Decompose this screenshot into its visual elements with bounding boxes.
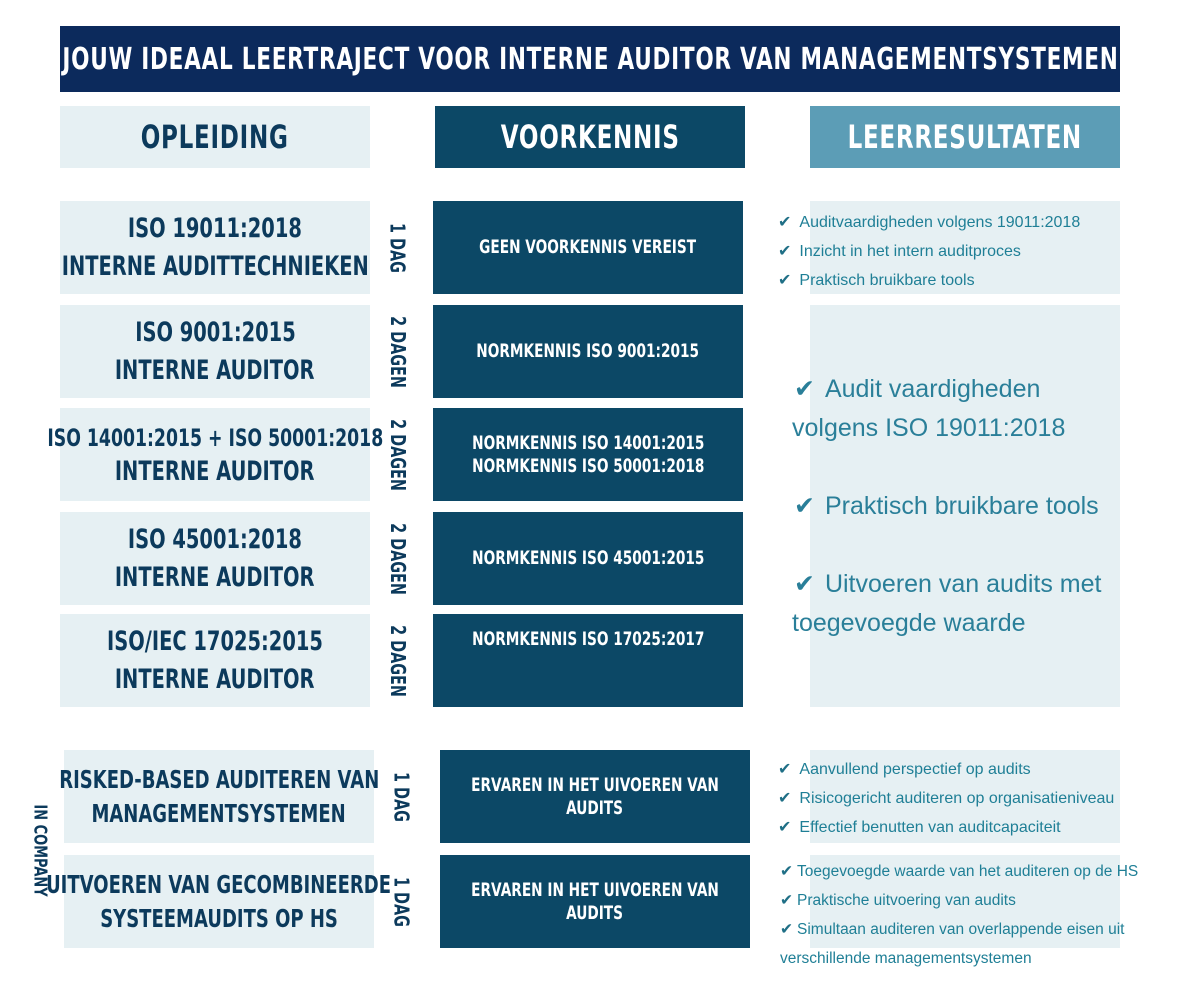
in-company-2-subtitle: SYSTEEMAUDITS OP HS <box>100 903 338 933</box>
course-1-title: ISO 19011:2018 <box>127 212 303 244</box>
header-opleiding-label: OPLEIDING <box>141 118 289 156</box>
course-4-prior-text: NORMKENNIS ISO 45001:2015 <box>471 547 705 569</box>
result-item-continuation: verschillende managementsystemen <box>780 950 1032 967</box>
course-row-2 <box>60 305 370 398</box>
course-2-subtitle: INTERNE AUDITOR <box>115 354 315 386</box>
result-group-item-1: ✔ Audit vaardigheden volgens ISO 19011:2018 <box>792 375 1066 442</box>
in-company-2-duration: 1 DAG <box>390 876 414 927</box>
in-company-1-results <box>778 755 1158 842</box>
in-company-1-prior <box>440 750 750 843</box>
check-icon: ✔ <box>778 790 792 807</box>
in-company-1-prior-text-1: ERVAREN IN HET UIVOEREN VAN <box>471 773 719 796</box>
in-company-row-1 <box>58 750 380 843</box>
result-item: ✔ Simultaan auditeren van overlappende eisen uit <box>780 921 1125 938</box>
result-group-item-3: ✔ Uitvoeren van audits met toegevoegde waarde <box>792 570 1102 637</box>
course-1-prior <box>433 201 743 294</box>
in-company-1-title: RISKED-BASED AUDITEREN VAN <box>58 764 380 794</box>
course-1-duration: 1 DAG <box>386 222 410 273</box>
check-icon: ✔ <box>778 214 792 231</box>
title-banner <box>60 26 1120 92</box>
in-company-1-prior-text-2: AUDITS <box>566 796 624 819</box>
course-3-subtitle: INTERNE AUDITOR <box>115 455 315 487</box>
in-company-1-duration: 1 DAG <box>390 771 414 822</box>
course-row-5 <box>60 614 370 707</box>
course-3-title: ISO 14001:2015 + ISO 50001:2018 <box>47 423 383 452</box>
course-5-prior-text: NORMKENNIS ISO 17025:2017 <box>471 628 705 650</box>
course-2-duration: 2 DAGEN <box>386 315 410 388</box>
result-item: ✔ Effectief benutten van auditcapaciteit <box>778 819 1061 836</box>
course-2-title: ISO 9001:2015 <box>134 316 296 348</box>
course-5-subtitle: INTERNE AUDITOR <box>115 663 315 695</box>
course-4-duration: 2 DAGEN <box>386 522 410 595</box>
check-icon: ✔ <box>780 863 793 880</box>
check-icon: ✔ <box>780 921 793 938</box>
check-icon: ✔ <box>794 570 815 598</box>
in-company-row-2 <box>46 855 392 948</box>
check-icon: ✔ <box>794 375 815 403</box>
course-4-title: ISO 45001:2018 <box>127 523 303 555</box>
header-voorkennis <box>435 106 745 168</box>
in-company-2-prior <box>440 855 750 948</box>
course-5-duration: 2 DAGEN <box>386 624 410 697</box>
course-3-prior <box>433 408 743 501</box>
check-icon: ✔ <box>778 819 792 836</box>
course-2-prior <box>433 305 743 398</box>
course-row-4 <box>60 512 370 605</box>
course-4-prior <box>433 512 743 605</box>
course-1-prior-text: GEEN VOORKENNIS VEREIST <box>479 236 697 258</box>
result-item: ✔ Toegevoegde waarde van het auditeren op de HS <box>780 863 1139 880</box>
results-first-list <box>778 208 1138 295</box>
result-item: ✔ Aanvullend perspectief op audits <box>778 761 1031 778</box>
check-icon: ✔ <box>778 272 792 289</box>
header-leerresultaten <box>810 106 1120 168</box>
course-3-prior-text-2: NORMKENNIS ISO 50001:2018 <box>471 454 705 477</box>
result-item: ✔ Auditvaardigheden volgens 19011:2018 <box>778 214 1081 231</box>
in-company-1-subtitle: MANAGEMENTSYSTEMEN <box>91 798 347 828</box>
course-1-subtitle: INTERNE AUDITTECHNIEKEN <box>61 250 369 282</box>
header-leerresultaten-label: LEERRESULTATEN <box>847 118 1083 156</box>
check-icon: ✔ <box>794 492 815 520</box>
check-icon: ✔ <box>778 761 792 778</box>
results-group-list <box>792 370 1132 643</box>
result-group-item-2: ✔ Praktisch bruikbare tools <box>794 492 1099 520</box>
course-2-prior-text: NORMKENNIS ISO 9001:2015 <box>476 340 700 362</box>
header-opleiding <box>60 106 370 168</box>
course-4-subtitle: INTERNE AUDITOR <box>115 561 315 593</box>
in-company-label: IN COMPANY <box>29 803 51 897</box>
in-company-2-results <box>780 857 1195 973</box>
course-row-3 <box>47 408 383 501</box>
result-item: ✔ Risicogericht auditeren op organisatieniveau <box>778 790 1115 807</box>
check-icon: ✔ <box>780 892 793 909</box>
result-item: ✔ Praktisch bruikbare tools <box>778 272 975 289</box>
check-icon: ✔ <box>778 243 792 260</box>
course-3-prior-text-1: NORMKENNIS ISO 14001:2015 <box>471 431 705 454</box>
in-company-2-prior-text-2: AUDITS <box>566 901 624 924</box>
course-5-title: ISO/IEC 17025:2015 <box>107 625 323 657</box>
in-company-2-prior-text-1: ERVAREN IN HET UIVOEREN VAN <box>471 878 719 901</box>
result-item: ✔ Praktische uitvoering van audits <box>780 892 1016 909</box>
header-voorkennis-label: VOORKENNIS <box>500 118 680 156</box>
page-title: JOUW IDEAAL LEERTRAJECT VOOR INTERNE AUDITOR VAN MANAGEMENTSYSTEMEN <box>61 41 1119 77</box>
in-company-2-title: UITVOEREN VAN GECOMBINEERDE <box>46 869 392 899</box>
course-3-duration: 2 DAGEN <box>386 418 410 491</box>
course-row-1 <box>60 201 370 294</box>
result-item: ✔ Inzicht in het intern auditproces <box>778 243 1021 260</box>
course-5-prior <box>433 614 743 707</box>
